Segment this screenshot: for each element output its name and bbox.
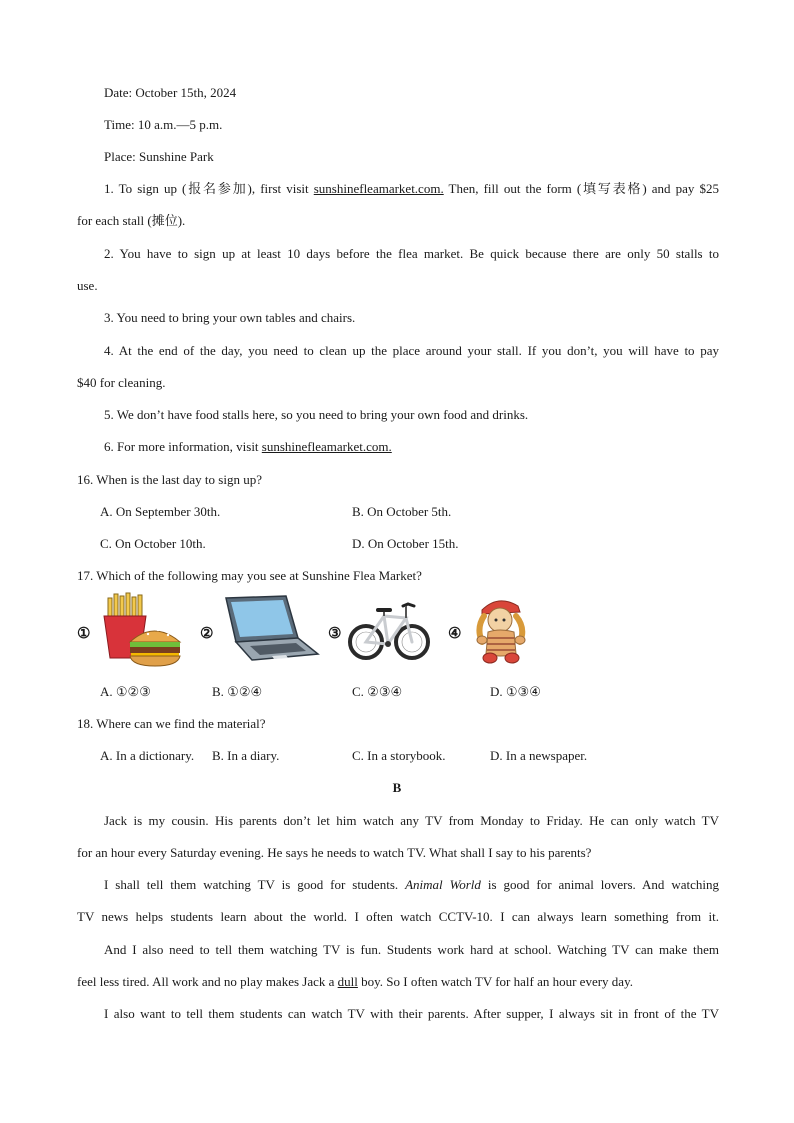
website-link[interactable]: sunshinefleamarket.com.: [261, 439, 392, 454]
marker-1: ①: [77, 626, 91, 642]
notice-time: Time: 10 a.m.—5 p.m.: [104, 117, 223, 132]
q17-option-a[interactable]: A. ①②③: [100, 684, 151, 699]
passage-b-line-6: feel less tired. All work and no play makes Jack a dull boy. So I often watch TV for half an hour every day.: [77, 974, 633, 989]
q18-option-d[interactable]: D. In a newspaper.: [490, 748, 588, 763]
website-link[interactable]: sunshinefleamarket.com.: [313, 181, 444, 196]
rule-1-line-2: for each stall (摊位).: [77, 213, 186, 228]
q16-option-b[interactable]: B. On October 5th.: [352, 504, 452, 519]
marker-2: ②: [200, 626, 214, 642]
underlined-word: dull: [337, 974, 358, 989]
q16-option-a[interactable]: A. On September 30th.: [100, 504, 221, 519]
rule-2-line-1: 2. You have to sign up at least 10 days before the flea market. Be quick because there are only 50 stalls to: [104, 246, 719, 261]
q16-option-d[interactable]: D. On October 15th.: [352, 536, 459, 551]
teddy-doll-icon: [468, 592, 538, 668]
rule-3: 3. You need to bring your own tables and chairs.: [104, 310, 356, 325]
fries-burger-icon: [100, 592, 186, 672]
passage-b-line-7: I also want to tell them students can watch TV with their parents. After supper, I always sit in front of the TV: [104, 1006, 719, 1021]
rule-4-line-1: 4. At the end of the day, you need to clean up the place around your stall. If you don’t, you will have to pay: [104, 343, 719, 358]
rule-1-line-1: 1. To sign up (报名参加), first visit sunshinefleamarket.com. Then, fill out the form (填写表格) and pay $25: [104, 181, 719, 196]
rule-4-line-2: $40 for cleaning.: [77, 375, 166, 390]
rule-2-line-2: use.: [77, 278, 98, 293]
q17-option-d[interactable]: D. ①③④: [490, 684, 541, 699]
q17-option-b[interactable]: B. ①②④: [212, 684, 263, 699]
question-17: 17. Which of the following may you see at Sunshine Flea Market?: [77, 568, 422, 583]
passage-b-line-5: And I also need to tell them watching TV is fun. Students work hard at school. Watching TV can make them: [104, 942, 719, 957]
passage-b-line-4: TV news helps students learn about the world. I often watch CCTV-10. I can always learn something from it.: [77, 909, 719, 924]
laptop-icon: [222, 594, 320, 664]
passage-b-line-2: for an hour every Saturday evening. He says he needs to watch TV. What shall I say to his parents?: [77, 845, 592, 860]
q18-option-a[interactable]: A. In a dictionary.: [100, 748, 195, 763]
rule-5: 5. We don’t have food stalls here, so you need to bring your own food and drinks.: [104, 407, 529, 422]
question-16: 16. When is the last day to sign up?: [77, 472, 262, 487]
q18-option-c[interactable]: C. In a storybook.: [352, 748, 446, 763]
bicycle-icon: [348, 594, 430, 666]
marker-4: ④: [448, 626, 462, 642]
notice-place: Place: Sunshine Park: [104, 149, 214, 164]
rule-6: 6. For more information, visit sunshinefleamarket.com.: [104, 439, 392, 454]
q18-option-b[interactable]: B. In a diary.: [212, 748, 280, 763]
notice-date: Date: October 15th, 2024: [104, 85, 237, 100]
tv-show-title: Animal World: [405, 877, 481, 892]
section-heading: B: [392, 780, 402, 795]
passage-b-line-3: I shall tell them watching TV is good for students. Animal World is good for animal lovers. And watching: [104, 877, 720, 892]
marker-3: ③: [328, 626, 342, 642]
q16-option-c[interactable]: C. On October 10th.: [100, 536, 206, 551]
question-18: 18. Where can we find the material?: [77, 716, 266, 731]
q17-option-c[interactable]: C. ②③④: [352, 684, 403, 699]
passage-b-line-1: Jack is my cousin. His parents don’t let him watch any TV from Monday to Friday. He can only watch TV: [104, 813, 719, 828]
